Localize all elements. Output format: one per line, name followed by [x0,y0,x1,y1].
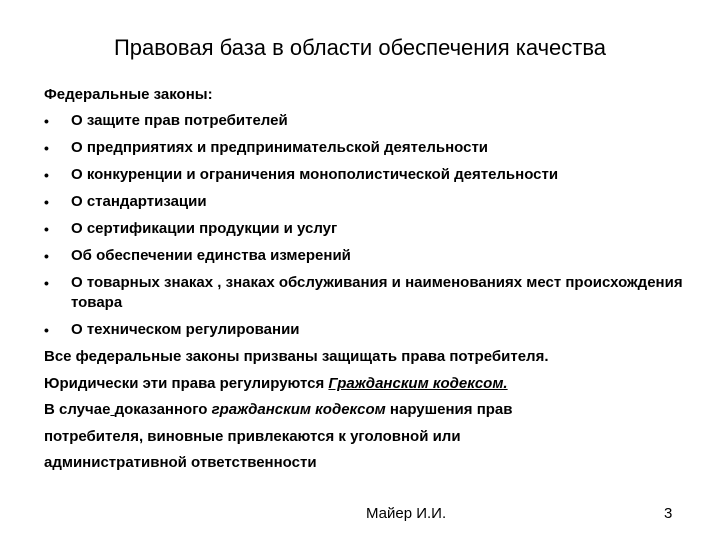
summary-line-1: Все федеральные законы призваны защищать права потребителя. [44,348,549,365]
page-number: 3 [664,505,673,522]
bullet-icon: • [44,221,49,237]
law-title: О конкуренции и ограничения монополистической деятельности [71,166,559,183]
bullet-icon: • [44,248,49,264]
list-item [44,273,684,313]
list-item [44,219,684,239]
law-title: О сертификации продукции и услуг [71,220,338,237]
bullet-icon: • [44,322,49,338]
bullet-icon: • [44,167,49,183]
summary-line-5: административной ответственности [44,454,317,471]
summary-paragraph [44,347,684,480]
summary-line-2 [44,374,684,401]
law-title: О предприятиях и предпринимательской деятельности [71,139,489,156]
bullet-icon: • [44,140,49,156]
law-title: О товарных знаках , знаках обслуживания и наименованиях мест происхождения товара [71,274,683,311]
federal-laws-heading: Федеральные законы: [44,86,213,103]
summary-text: Юридически эти права регулируются [44,374,329,392]
list-item [44,165,684,185]
footer-author: Майер И.И. [366,505,447,522]
slide-body [44,84,684,480]
civil-code-reference: гражданским кодексом [211,401,386,418]
list-item [44,192,684,212]
bullet-icon: • [44,113,49,129]
federal-laws-list [44,111,684,340]
law-title: О техническом регулировании [71,321,300,338]
summary-line-4: потребителя, виновные привлекаются к уголовной или [44,427,461,445]
law-title: О защите прав потребителей [71,112,288,129]
civil-code-link[interactable]: Гражданским кодексом. [328,374,508,392]
summary-line-3 [44,400,684,427]
summary-text: доказанного [114,401,212,418]
list-item [44,320,684,340]
summary-text: нарушения прав [385,401,513,418]
list-item [44,246,684,266]
slide-title: Правовая база в области обеспечения качества [113,35,607,60]
law-title: О стандартизации [71,193,207,210]
list-item [44,138,684,158]
bullet-icon: • [44,275,49,291]
bullet-icon: • [44,194,49,210]
law-title: Об обеспечении единства измерений [71,247,351,264]
summary-text: В случае [44,401,111,418]
list-item [44,111,684,131]
